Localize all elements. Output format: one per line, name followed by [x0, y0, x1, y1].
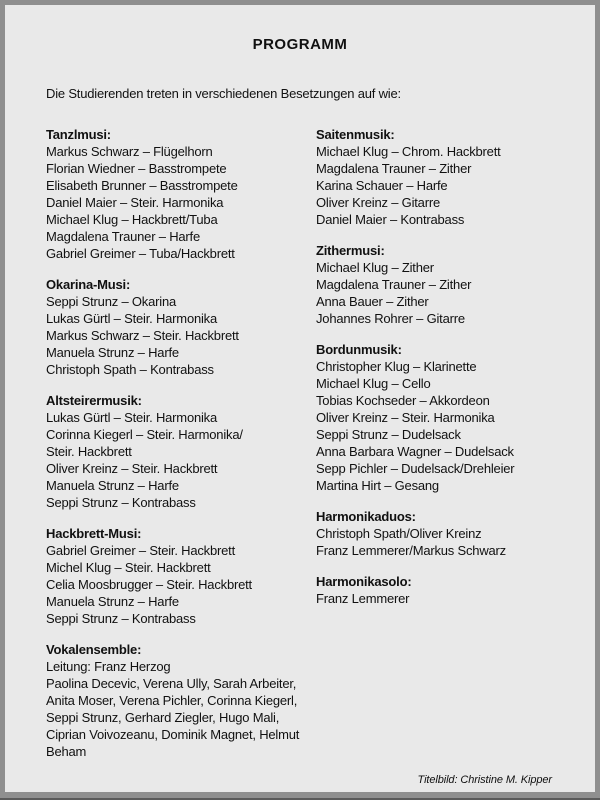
member-line: Seppi Strunz – Okarina	[46, 294, 177, 309]
ensemble-heading: Zithermusi:	[316, 243, 385, 258]
member-line: Beham	[46, 744, 87, 759]
member-line: Martina Hirt – Gesang	[316, 478, 439, 493]
member-line: Tobias Kochseder – Akkordeon	[316, 393, 490, 408]
member-line: Michael Klug – Chrom. Hackbrett	[316, 144, 501, 159]
column-right	[316, 126, 586, 774]
member-line: Ciprian Voivozeanu, Dominik Magnet, Helmut	[46, 727, 300, 742]
ensemble-section	[46, 392, 316, 511]
member-line: Franz Lemmerer	[316, 591, 410, 606]
member-line: Lukas Gürtl – Steir. Harmonika	[46, 410, 218, 425]
member-line: Seppi Strunz – Kontrabass	[46, 495, 196, 510]
member-line: Michael Klug – Hackbrett/Tuba	[46, 212, 218, 227]
ensemble-heading: Bordunmusik:	[316, 342, 402, 357]
program-page	[5, 5, 595, 792]
ensemble-heading: Altsteirermusik:	[46, 393, 142, 408]
member-line: Oliver Kreinz – Steir. Hackbrett	[46, 461, 218, 476]
member-line: Magdalena Trauner – Harfe	[46, 229, 200, 244]
ensemble-heading: Vokalensemble:	[46, 642, 142, 657]
member-line: Manuela Strunz – Harfe	[46, 345, 179, 360]
member-line: Paolina Decevic, Verena Ully, Sarah Arbeiter,	[46, 676, 297, 691]
member-line: Seppi Strunz – Kontrabass	[46, 611, 196, 626]
ensemble-section	[316, 242, 586, 327]
ensemble-section	[316, 341, 586, 494]
ensemble-section	[46, 641, 316, 760]
member-line: Daniel Maier – Steir. Harmonika	[46, 195, 224, 210]
member-line: Celia Moosbrugger – Steir. Hackbrett	[46, 577, 252, 592]
ensemble-section	[316, 573, 586, 607]
member-line: Leitung: Franz Herzog	[46, 659, 171, 674]
program-columns	[46, 126, 595, 774]
member-line: Johannes Rohrer – Gitarre	[316, 311, 465, 326]
member-line: Michael Klug – Cello	[316, 376, 431, 391]
member-line: Daniel Maier – Kontrabass	[316, 212, 465, 227]
intro-text: Die Studierenden treten in verschiedenen Besetzungen auf wie:	[46, 86, 401, 101]
member-line: Markus Schwarz – Steir. Hackbrett	[46, 328, 239, 343]
ensemble-heading: Tanzlmusi:	[46, 127, 111, 142]
ensemble-section	[316, 508, 586, 559]
member-line: Steir. Hackbrett	[46, 444, 132, 459]
member-line: Gabriel Greimer – Steir. Hackbrett	[46, 543, 235, 558]
ensemble-heading: Saitenmusik:	[316, 127, 395, 142]
member-line: Elisabeth Brunner – Basstrompete	[46, 178, 238, 193]
member-line: Seppi Strunz – Dudelsack	[316, 427, 461, 442]
member-line: Florian Wiedner – Basstrompete	[46, 161, 227, 176]
ensemble-section	[46, 276, 316, 378]
member-line: Manuela Strunz – Harfe	[46, 594, 179, 609]
member-line: Anita Moser, Verena Pichler, Corinna Kiegerl,	[46, 693, 298, 708]
member-line: Oliver Kreinz – Steir. Harmonika	[316, 410, 495, 425]
member-line: Magdalena Trauner – Zither	[316, 277, 472, 292]
ensemble-section	[46, 126, 316, 262]
ensemble-heading: Hackbrett-Musi:	[46, 526, 142, 541]
member-line: Anna Bauer – Zither	[316, 294, 429, 309]
member-line: Michael Klug – Zither	[316, 260, 434, 275]
member-line: Lukas Gürtl – Steir. Harmonika	[46, 311, 218, 326]
page-title: PROGRAMM	[252, 36, 348, 53]
ensemble-heading: Harmonikasolo:	[316, 574, 412, 589]
ensemble-section	[46, 525, 316, 627]
member-line: Christopher Klug – Klarinette	[316, 359, 477, 374]
ensemble-heading: Okarina-Musi:	[46, 277, 131, 292]
member-line: Manuela Strunz – Harfe	[46, 478, 179, 493]
ensemble-heading: Harmonikaduos:	[316, 509, 416, 524]
member-line: Markus Schwarz – Flügelhorn	[46, 144, 213, 159]
member-line: Christoph Spath – Kontrabass	[46, 362, 214, 377]
member-line: Corinna Kiegerl – Steir. Harmonika/	[46, 427, 243, 442]
member-line: Gabriel Greimer – Tuba/Hackbrett	[46, 246, 235, 261]
member-line: Michel Klug – Steir. Hackbrett	[46, 560, 211, 575]
ensemble-section	[316, 126, 586, 228]
member-line: Christoph Spath/Oliver Kreinz	[316, 526, 482, 541]
member-line: Oliver Kreinz – Gitarre	[316, 195, 440, 210]
column-left	[46, 126, 316, 774]
member-line: Anna Barbara Wagner – Dudelsack	[316, 444, 514, 459]
member-line: Franz Lemmerer/Markus Schwarz	[316, 543, 506, 558]
cover-image-credit: Titelbild: Christine M. Kipper	[417, 774, 552, 786]
member-line: Seppi Strunz, Gerhard Ziegler, Hugo Mali,	[46, 710, 280, 725]
member-line: Magdalena Trauner – Zither	[316, 161, 472, 176]
member-line: Karina Schauer – Harfe	[316, 178, 448, 193]
member-line: Sepp Pichler – Dudelsack/Drehleier	[316, 461, 515, 476]
